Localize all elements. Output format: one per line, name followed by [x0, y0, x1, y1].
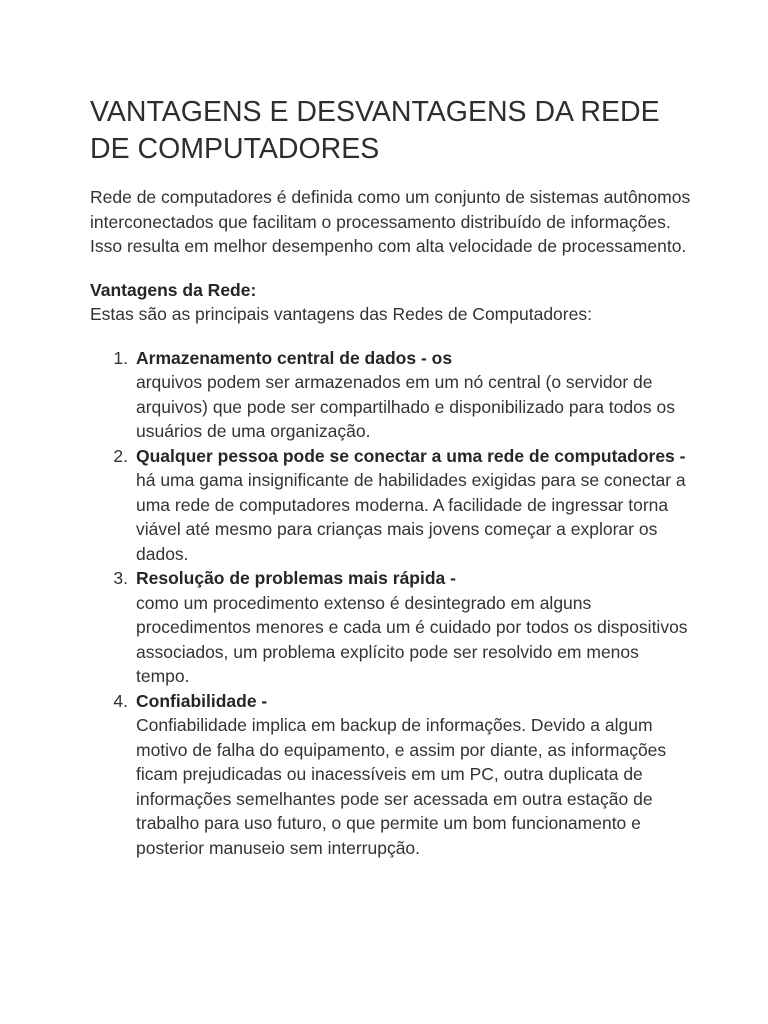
list-item-text: como um procedimento extenso é desintegrado em alguns procedimentos menores e cada um é cuidado por todos os dispositivos associados, um problema explícito pode ser resolvido em menos tempo.: [136, 592, 688, 686]
page-title: VANTAGENS E DESVANTAGENS DA REDE DE COMPUTADORES: [90, 96, 660, 165]
section-heading: Vantagens da Rede:: [90, 279, 257, 300]
list-item: [90, 689, 696, 861]
list-item-text: há uma gama insignificante de habilidades exigidas para se conectar a uma rede de computadores moderna. A facilidade de ingressar torna viável até mesmo para crianças mais jovens começar a explorar os dados.: [136, 470, 686, 564]
list-item-text: arquivos podem ser armazenados em um nó central (o servidor de arquivos) que pode ser compartilhado e disponibilizado para todos os usuários de uma organização.: [136, 372, 675, 441]
list-item: [90, 566, 696, 689]
list-item-number: 3.: [113, 568, 128, 588]
list-item-heading: Armazenamento central de dados - os: [136, 347, 453, 368]
section-block: [90, 278, 696, 327]
advantages-list: [90, 346, 696, 861]
list-item-number: 2.: [113, 445, 128, 466]
list-item-heading: Qualquer pessoa pode se conectar a uma rede de computadores -: [136, 445, 686, 466]
list-item-heading: Confiabilidade -: [136, 690, 268, 711]
intro-paragraph: Rede de computadores é definida como um conjunto de sistemas autônomos interconectados que facilitam o processamento distribuído de informações. Isso resulta em melhor desempenho com alta velocidade de processamento.: [90, 187, 691, 256]
section-intro: Estas são as principais vantagens das Redes de Computadores:: [90, 304, 592, 324]
list-item-text: Confiabilidade implica em backup de informações. Devido a algum motivo de falha do equipamento, e assim por diante, as informações ficam prejudicadas ou inacessíveis em um PC, outra duplicata de informações semelhantes pode ser acessada em outra estação de trabalho para uso futuro, o que permite um bom funcionamento e posterior manuseio sem interrupção.: [136, 715, 667, 858]
list-item-number: 1.: [113, 347, 128, 368]
document-content: [90, 94, 696, 860]
list-item: [90, 346, 696, 444]
list-item-heading: Resolução de problemas mais rápida -: [136, 568, 456, 588]
list-item-number: 4.: [113, 690, 128, 711]
list-item: [90, 444, 696, 567]
